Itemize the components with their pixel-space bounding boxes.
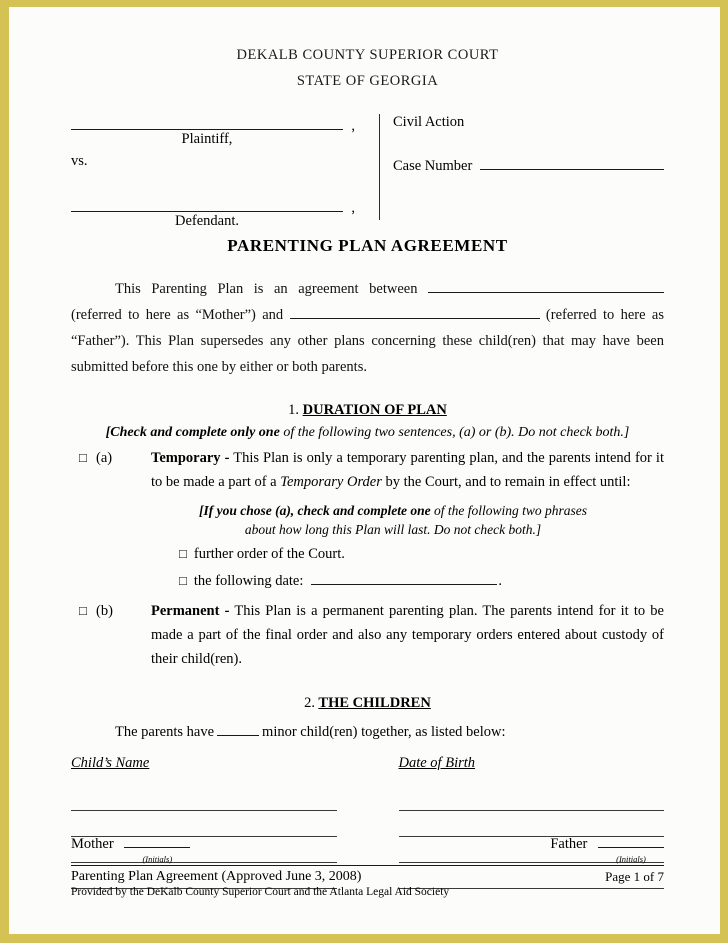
father-label: Father <box>550 836 588 852</box>
footer-page-number: Page 1 of 7 <box>605 869 664 884</box>
mother-initials-caption: (Initials) <box>142 854 173 864</box>
clause-a-letter: (a) <box>96 450 113 466</box>
plaintiff-name-field[interactable] <box>71 114 355 134</box>
defendant-comma: , <box>351 200 355 216</box>
civil-action-label: Civil Action <box>393 114 465 130</box>
mother-initials-group <box>71 834 190 864</box>
intro-paragraph <box>71 276 664 380</box>
section-1-title: DURATION OF PLAN <box>302 402 447 418</box>
case-caption <box>71 114 664 229</box>
option-following-date-label: the following date: <box>193 573 304 589</box>
section-2-number: 2. <box>304 695 316 711</box>
document-page <box>9 7 720 934</box>
clause-b-text: This Plan is a permanent parenting plan. The parents intend for it to be made a part of the final order and also any temporary orders entered about custody of their child(ren). <box>151 603 664 667</box>
caption-parties <box>71 114 371 230</box>
section-2-title: THE CHILDREN <box>318 695 431 711</box>
plaintiff-label: Plaintiff, <box>181 131 233 147</box>
section-1-instruction-rest: of the following two sentences, (a) or (b). Do not check both.] <box>279 425 630 440</box>
intro-text-1: This Parenting Plan is an agreement between <box>115 281 418 297</box>
intro-text-2: (referred to here as “Mother”) and <box>71 307 284 323</box>
father-initials-caption: (Initials) <box>616 854 646 864</box>
intro-text-3: (referred to here as <box>545 307 665 323</box>
mother-initials-line <box>71 834 190 853</box>
versus-label: vs. <box>71 153 88 169</box>
clause-a-text-2: by the Court, and to remain in effect until: <box>381 474 631 490</box>
clause-a-text: This Plan is only a temporary parenting plan, and the parents intend for it to be made a part of a <box>151 450 664 490</box>
mother-name-field[interactable] <box>428 277 664 293</box>
clause-b-term: Permanent - <box>151 603 230 619</box>
section-1-number: 1. <box>288 402 300 418</box>
section-1-sub-instruction <box>183 501 603 539</box>
clause-a <box>71 446 664 494</box>
following-date-field[interactable] <box>311 570 497 585</box>
mother-initials-field[interactable] <box>124 834 190 848</box>
footer-text-row <box>71 869 664 898</box>
case-number-label: Case Number <box>393 158 473 174</box>
child-dob-row[interactable] <box>399 785 665 811</box>
clause-b-letter: (b) <box>96 603 113 619</box>
intro-text-5: submitted before this one by either or both parents. <box>71 359 367 375</box>
case-number-row <box>393 156 664 175</box>
child-name-header: Child’s Name <box>71 755 150 771</box>
court-header <box>71 47 664 90</box>
court-state: STATE OF GEORGIA <box>296 73 439 89</box>
footer-doc-name: Parenting Plan Agreement (Approved June 3, 2008) <box>71 869 362 884</box>
children-count-line <box>71 721 664 741</box>
option-further-order <box>179 546 664 563</box>
footer-provided-by: Provided by the DeKalb County Superior Court and the Atlanta Legal Aid Society <box>71 886 450 898</box>
children-count-after: minor child(ren) together, as listed below: <box>262 724 506 740</box>
father-initials-group <box>550 834 664 864</box>
checkbox-following-date-icon[interactable]: □ <box>179 573 187 588</box>
checkbox-further-order-icon[interactable]: □ <box>179 546 187 561</box>
initials-row <box>71 834 664 864</box>
footer-left <box>71 869 449 898</box>
caption-case-info <box>393 114 664 175</box>
father-initials-field[interactable] <box>598 834 664 848</box>
checkbox-b-icon[interactable]: □ <box>79 603 87 618</box>
section-2-heading <box>71 695 664 712</box>
section-1-heading <box>71 402 664 419</box>
sub-instruction-bold: [If you chose (a), check and complete one <box>198 503 431 518</box>
footer-divider <box>71 865 664 866</box>
child-name-row[interactable] <box>71 785 337 811</box>
option-following-date <box>179 570 664 590</box>
caption-divider <box>379 114 380 220</box>
clause-a-term: Temporary - <box>151 450 230 466</box>
date-of-birth-header: Date of Birth <box>398 755 476 771</box>
option-further-order-label: further order of the Court. <box>193 546 345 562</box>
sub-instruction-rest: of the following two phrases about how long this Plan will last. Do not check both.] <box>244 503 588 537</box>
case-number-field[interactable] <box>480 156 664 170</box>
father-initials-line <box>550 834 664 853</box>
father-name-field[interactable] <box>290 303 540 319</box>
section-1-instruction-bold: [Check and complete only one <box>105 425 280 440</box>
children-count-field[interactable] <box>217 721 259 736</box>
court-name: DEKALB COUNTY SUPERIOR COURT <box>236 47 499 63</box>
section-1-instruction <box>71 425 664 441</box>
intro-text-4: “Father”). This Plan supersedes any other plans concerning these child(ren) that may have been <box>71 333 664 349</box>
checkbox-a-icon[interactable]: □ <box>79 450 87 465</box>
defendant-label: Defendant. <box>174 213 239 229</box>
page-footer <box>71 834 664 898</box>
children-count-before: The parents have <box>115 724 215 740</box>
option-following-date-period: . <box>498 573 503 589</box>
clause-a-italic-term: Temporary Order <box>280 474 382 490</box>
mother-label: Mother <box>71 836 114 852</box>
document-title: PARENTING PLAN AGREEMENT <box>227 236 508 255</box>
defendant-name-field[interactable] <box>71 196 355 216</box>
clause-b <box>71 599 664 671</box>
plaintiff-comma: , <box>351 118 355 134</box>
